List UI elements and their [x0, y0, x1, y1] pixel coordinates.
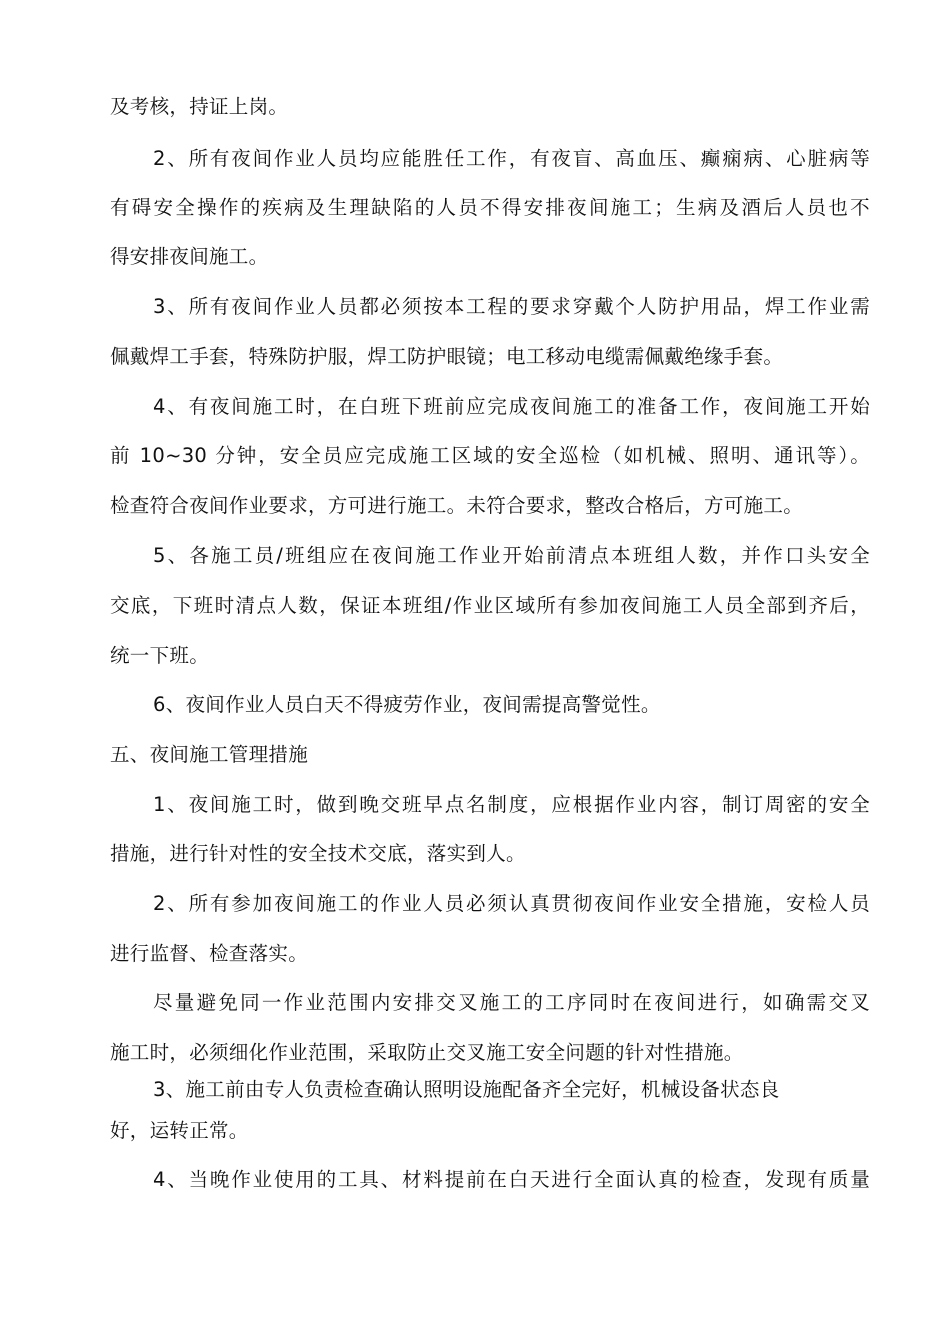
text-line: 检查符合夜间作业要求，方可进行施工。未符合要求，整改合格后，方可施工。 [110, 494, 804, 517]
section-heading: 五、夜间施工管理措施 [110, 743, 309, 766]
text-line: 统一下班。 [110, 644, 210, 667]
text-line: 3、所有夜间作业人员都必须按本工程的要求穿戴个人防护用品，焊工作业需 [153, 295, 870, 318]
text-line: 4、当晚作业使用的工具、材料提前在白天进行全面认真的检查，发现有质量 [153, 1168, 870, 1191]
text-line: 进行监督、检查落实。 [110, 942, 309, 965]
text-line: 4、有夜间施工时，在白班下班前应完成夜间施工的准备工作，夜间施工开始 [153, 395, 870, 418]
text-line: 1、夜间施工时，做到晚交班早点名制度，应根据作业内容，制订周密的安全 [153, 793, 870, 816]
text-line: 前 10~30 分钟，安全员应完成施工区域的安全巡检（如机械、照明、通讯等）。 [110, 444, 870, 467]
text-line: 3、施工前由专人负责检查确认照明设施配备齐全完好，机械设备状态良 [153, 1078, 780, 1101]
text-line: 交底，下班时清点人数，保证本班组/作业区域所有参加夜间施工人员全部到齐后， [110, 594, 870, 617]
text-line: 佩戴焊工手套，特殊防护服，焊工防护眼镜；电工移动电缆需佩戴绝缘手套。 [110, 345, 784, 368]
text-line: 措施，进行针对性的安全技术交底，落实到人。 [110, 842, 526, 865]
text-line: 2、所有夜间作业人员均应能胜任工作，有夜盲、高血压、癫痫病、心脏病等 [153, 147, 870, 170]
text-line: 尽量避免同一作业范围内安排交叉施工的工序同时在夜间进行，如确需交叉 [153, 991, 870, 1014]
text-line: 好，运转正常。 [110, 1119, 249, 1142]
text-line: 5、各施工员/班组应在夜间施工作业开始前清点本班组人数，并作口头安全 [153, 544, 870, 567]
text-line: 2、所有参加夜间施工的作业人员必须认真贯彻夜间作业安全措施，安检人员 [153, 892, 870, 915]
text-line: 及考核，持证上岗。 [110, 95, 289, 118]
text-line: 施工时，必须细化作业范围，采取防止交叉施工安全问题的针对性措施。 [110, 1041, 744, 1064]
text-line: 得安排夜间施工。 [110, 245, 269, 268]
text-line: 6、夜间作业人员白天不得疲劳作业，夜间需提高警觉性。 [153, 693, 661, 716]
text-line: 有碍安全操作的疾病及生理缺陷的人员不得安排夜间施工；生病及酒后人员也不 [110, 196, 870, 219]
